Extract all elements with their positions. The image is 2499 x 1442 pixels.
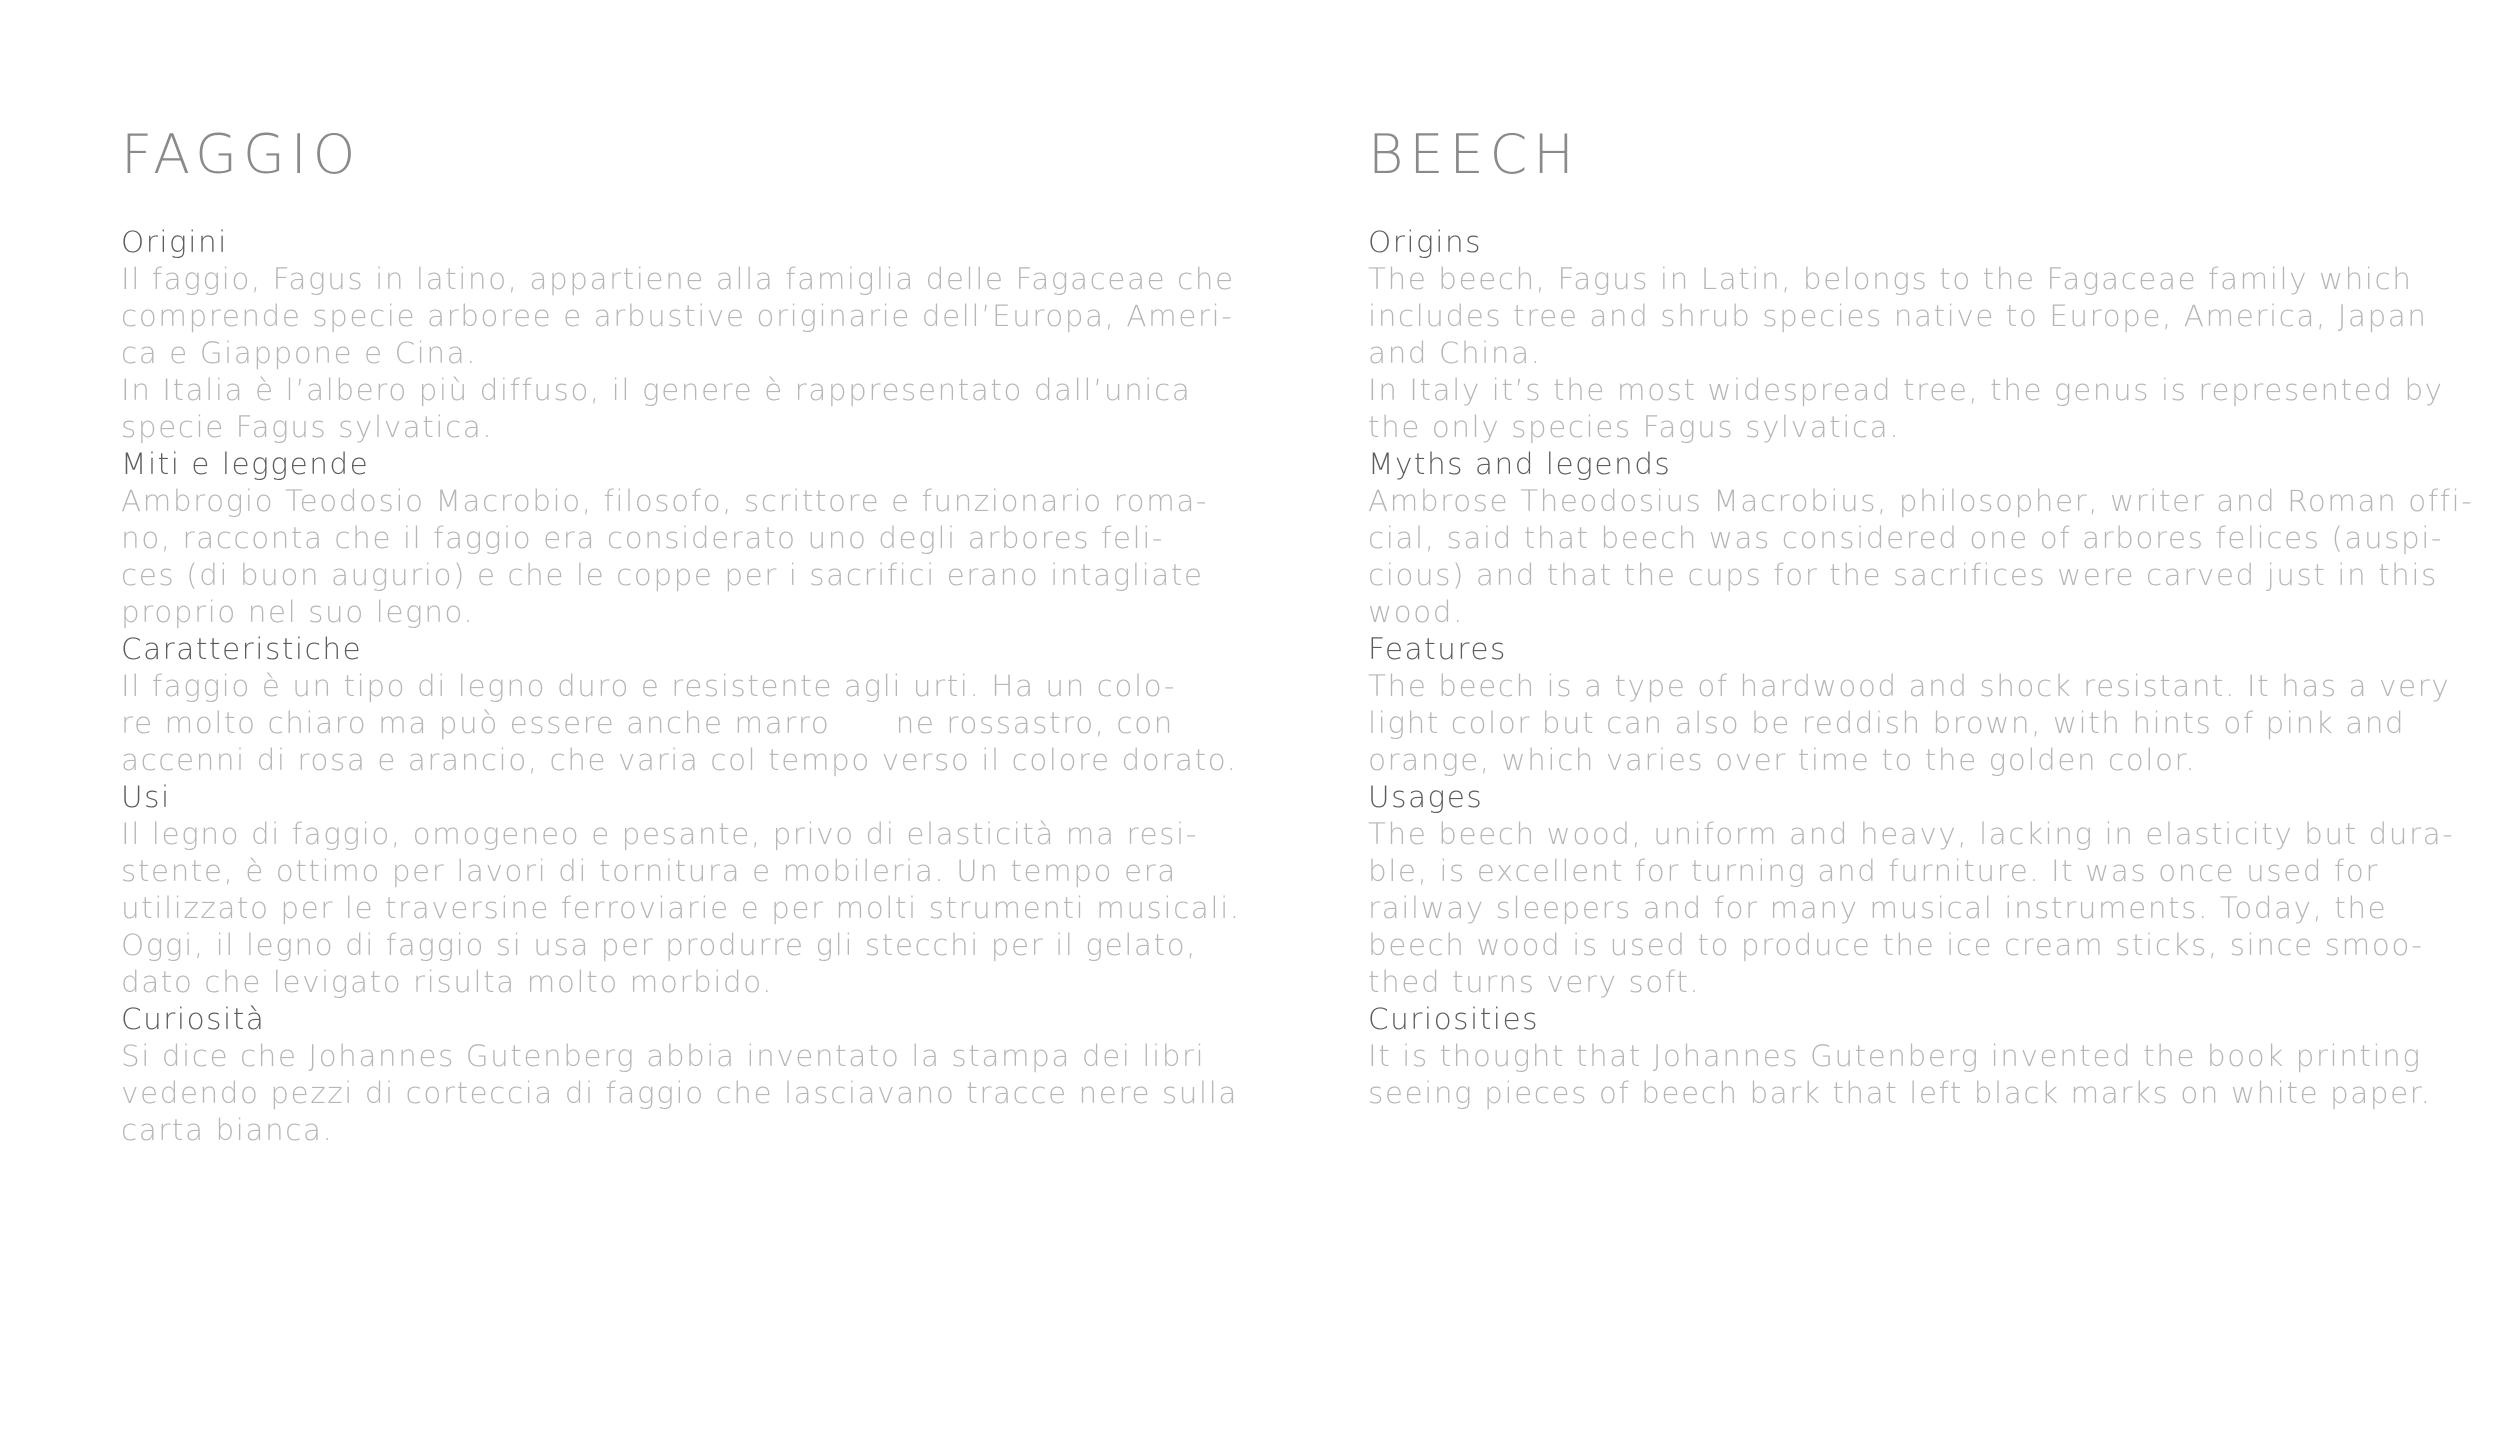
text-line: ca e Giappone e Cina. [121,336,478,370]
text-line: seeing pieces of beech bark that left black marks on white paper. [1368,1076,2432,1110]
section-heading-curiosita: Curiosità [121,1002,266,1036]
section-body-usi [121,816,1241,1001]
text-line: specie Fagus sylvatica. [121,410,494,444]
text-line: thed turns very soft. [1368,965,1701,999]
text-line: ces (di buon augurio) e che le coppe per i sacrifici erano intagliate [121,558,1204,592]
section-heading-origini: Origini [121,225,228,259]
section-body-origini [121,261,1235,446]
section-heading-features: Features [1368,632,1507,666]
text-line: includes tree and shrub species native to Europe, America, Japan [1368,299,2428,333]
section-heading-caratteristiche: Caratteristiche [121,632,363,666]
section-body-usages [1368,816,2455,1001]
text-line: orange, which varies over time to the golden color. [1368,743,2197,777]
text-line: proprio nel suo legno. [121,595,475,629]
text-line: Il faggio, Fagus in latino, appartiene alla famiglia delle Fagaceae che [121,262,1235,296]
text-line: cial, said that beech was considered one of arbores felices (auspi- [1368,521,2444,555]
text-line: Ambrose Theodosius Macrobius, philosopher, writer and Roman offi- [1368,484,2474,518]
text-line: comprende specie arboree e arbustive originarie dell’Europa, Ameri- [121,299,1234,333]
text-line: Oggi, il legno di faggio si usa per produrre gli stecchi per il gelato, [121,928,1197,962]
text-line: railway sleepers and for many musical instruments. Today, the [1368,891,2388,925]
text-line: light color but can also be reddish brown, with hints of pink and [1368,706,2406,740]
section-heading-origins: Origins [1368,225,1483,259]
text-line: In Italy it’s the most widespread tree, the genus is represented by [1368,373,2444,407]
text-line: In Italia è l’albero più diffuso, il genere è rappresentato dall’unica [121,373,1192,407]
text-line: the only species Fagus sylvatica. [1368,410,1901,444]
text-line: The beech wood, uniform and heavy, lacking in elasticity but dura- [1368,817,2455,851]
section-body-origins [1368,261,2444,446]
english-column [1368,120,2474,1112]
section-heading-usages: Usages [1368,780,1484,814]
text-line: wood. [1368,595,1464,629]
section-heading-curiosities: Curiosities [1368,1002,1540,1036]
text-line: Il legno di faggio, omogeneo e pesante, privo di elasticità ma resi- [121,817,1198,851]
english-title: BEECH [1368,123,1580,186]
text-line: stente, è ottimo per lavori di tornitura e mobileria. Un tempo era [121,854,1177,888]
section-body-curiosities [1368,1038,2432,1112]
italian-column [121,120,1241,1149]
section-body-curiosita [121,1038,1238,1149]
section-heading-myths: Myths and legends [1368,447,1672,481]
text-line: re molto chiaro ma può essere anche marro ne rossastro, con [121,706,1174,740]
english-sections [1368,224,2474,1112]
section-body-miti [121,483,1209,631]
text-line: Ambrogio Teodosio Macrobio, filosofo, scrittore e funzionario roma- [121,484,1209,518]
section-heading-miti: Miti e leggende [121,447,370,481]
text-line: ble, is excellent for turning and furniture. It was once used for [1368,854,2379,888]
section-body-myths [1368,483,2474,631]
text-line: accenni di rosa e arancio, che varia col tempo verso il colore dorato. [121,743,1238,777]
text-line: beech wood is used to produce the ice cream sticks, since smoo- [1368,928,2424,962]
text-line: The beech, Fagus in Latin, belongs to the Fagaceae family which [1368,262,2413,296]
text-line: Il faggio è un tipo di legno duro e resistente agli urti. Ha un colo- [121,669,1176,703]
text-line: carta bianca. [121,1113,334,1147]
italian-sections [121,224,1241,1149]
text-line: and China. [1368,336,1542,370]
italian-title: FAGGIO [121,123,362,186]
text-line: dato che levigato risulta molto morbido. [121,965,774,999]
text-line: It is thought that Johannes Gutenberg invented the book printing [1368,1039,2422,1073]
section-heading-usi: Usi [121,780,171,814]
text-line: vedendo pezzi di corteccia di faggio che lasciavano tracce nere sulla [121,1076,1238,1110]
text-line: Si dice che Johannes Gutenberg abbia inventato la stampa dei libri [121,1039,1206,1073]
text-line: no, racconta che il faggio era considerato uno degli arbores feli- [121,521,1165,555]
text-line: cious) and that the cups for the sacrifices were carved just in this [1368,558,2438,592]
text-line: The beech is a type of hardwood and shock resistant. It has a very [1368,669,2451,703]
text-line: utilizzato per le traversine ferroviarie e per molti strumenti musicali. [121,891,1241,925]
section-body-features [1368,668,2451,779]
section-body-caratteristiche [121,668,1238,779]
